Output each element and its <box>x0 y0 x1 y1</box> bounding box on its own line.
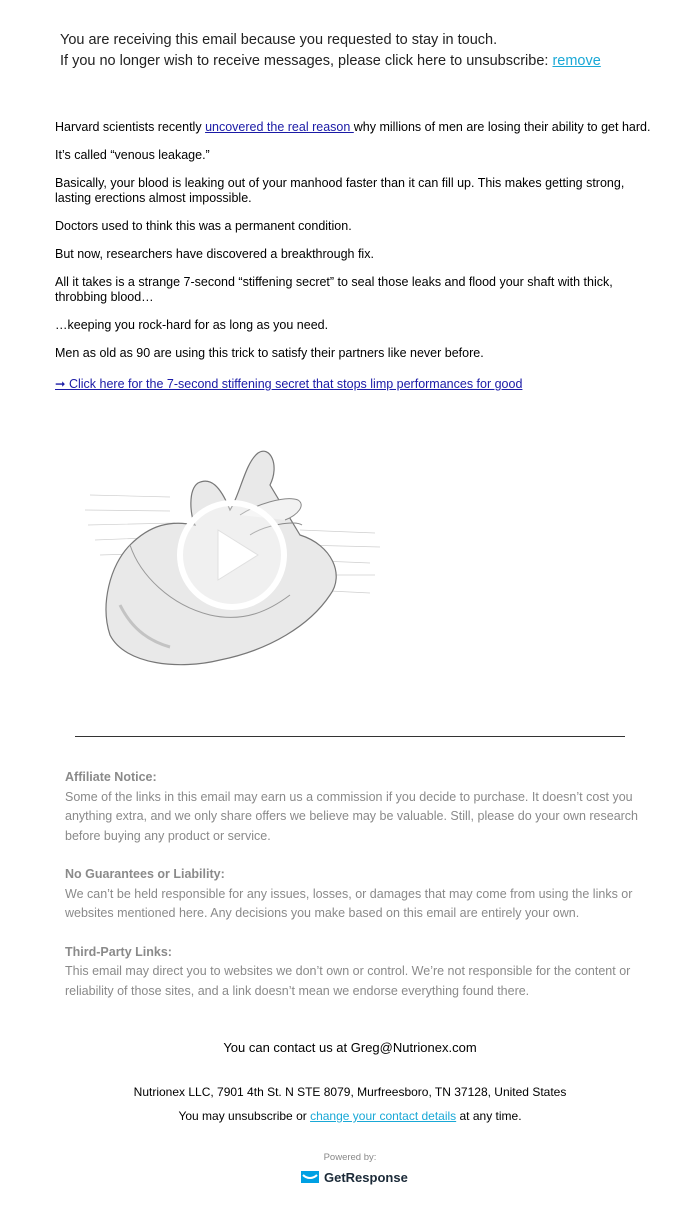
preheader-line-2: If you no longer wish to receive messages, please click here to unsubscribe: remove <box>60 53 601 69</box>
contact-line: You can contact us at Greg@Nutrionex.com <box>223 1040 477 1055</box>
hands-illustration <box>70 425 390 675</box>
getresponse-logo[interactable] <box>300 1168 408 1186</box>
video-thumbnail[interactable] <box>70 425 390 675</box>
email-body <box>55 120 655 405</box>
divider <box>75 736 625 737</box>
remove-link[interactable]: remove <box>552 53 601 69</box>
paragraph-4: Doctors used to think this was a permanent condition. <box>55 219 352 233</box>
notice-text: This email may direct you to websites we don’t own or control. We’re not responsible for the content or reliability of those sites, and a link doesn’t mean we endorse everything found there. <box>65 964 631 998</box>
paragraph-7: …keeping you rock-hard for as long as you need. <box>55 318 329 332</box>
liability-notice <box>65 865 645 924</box>
company-address: Nutrionex LLC, 7901 4th St. N STE 8079, Murfreesboro, TN 37128, United States <box>133 1085 567 1099</box>
notice-title: Affiliate Notice: <box>65 770 157 784</box>
affiliate-notice <box>65 768 645 846</box>
real-reason-link[interactable]: uncovered the real reason <box>205 120 354 134</box>
paragraph-2: It’s called “venous leakage.” <box>55 148 210 162</box>
envelope-icon <box>300 1169 320 1185</box>
brand-name: GetResponse <box>324 1169 408 1185</box>
change-contact-details-link[interactable]: change your contact details <box>310 1109 457 1123</box>
notice-text: We can’t be held responsible for any issues, losses, or damages that may come from using the links or websites mentioned here. Any decisions you make based on this email are entirely your own. <box>65 886 633 920</box>
paragraph-8: Men as old as 90 are using this trick to satisfy their partners like never before. <box>55 346 484 360</box>
paragraph-5: But now, researchers have discovered a breakthrough fix. <box>55 247 374 261</box>
notice-text: Some of the links in this email may earn us a commission if you decide to purchase. It doesn’t cost you anything extra, and we only share offers we believe may be valuable. Still, please do your own research before buying any product or service. <box>65 789 639 843</box>
preheader-line-1: You are receiving this email because you requested to stay in touch. <box>60 32 498 48</box>
disclaimer-section <box>65 768 645 1020</box>
paragraph-3: Basically, your blood is leaking out of your manhood faster than it can fill up. This makes getting strong, lasting erections almost impossible. <box>55 176 625 205</box>
notice-title: Third-Party Links: <box>65 944 172 959</box>
preheader <box>60 30 601 72</box>
unsubscribe-line: You may unsubscribe or change your contact details at any time. <box>178 1109 522 1123</box>
powered-by-label: Powered by: <box>323 1152 377 1163</box>
paragraph-6: All it takes is a strange 7-second “stiffening secret” to seal those leaks and flood your shaft with thick, throbbing blood… <box>55 275 613 304</box>
third-party-notice <box>65 943 645 1002</box>
paragraph-1: Harvard scientists recently uncovered the real reason why millions of men are losing their ability to get hard. <box>55 120 651 134</box>
cta-link[interactable]: ➞ Click here for the 7-second stiffening secret that stops limp performances for good <box>55 377 523 391</box>
notice-title: No Guarantees or Liability: <box>65 867 225 881</box>
